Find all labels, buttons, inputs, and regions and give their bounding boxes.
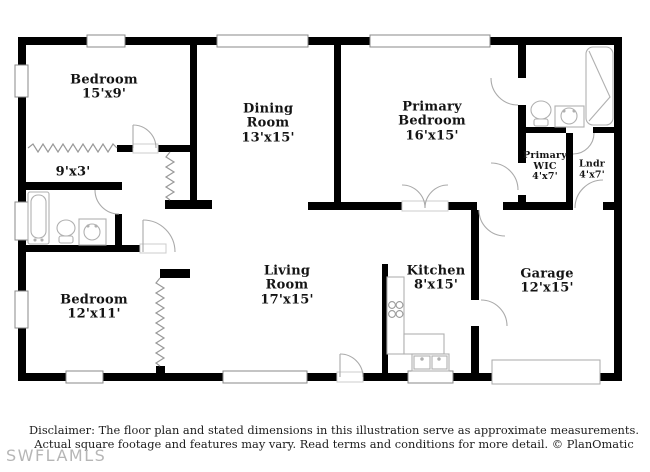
toilet-icon (57, 220, 75, 243)
primary-sink-icon (555, 106, 584, 127)
primary-toilet-icon (531, 101, 551, 126)
watermark-swflamls: SWFLAMLS (6, 446, 107, 465)
room-label-dining-room: Dining Room 13'x15' (241, 101, 295, 146)
closet-zigzag-lines (28, 144, 174, 366)
disclaimer-line-2: Actual square footage and features may vary. Read terms and conditions for more detail. © PlanOmatic (34, 437, 634, 451)
garage-door (492, 360, 600, 384)
disclaimer-line-1: Disclaimer: The floor plan and stated dimensions in this illustration serve as approximate measurements. (29, 423, 639, 437)
room-label-garage: Garage 12'x15' (520, 266, 574, 296)
room-label-primary-wic: Primary WIC 4'x7' (523, 150, 567, 183)
room-label-kitchen: Kitchen 8'x15' (406, 263, 466, 293)
door-swing-arcs (95, 78, 606, 377)
bathtub-icon (28, 192, 49, 244)
room-label-bedroom-1: Bedroom 15'x9' (70, 72, 138, 102)
sink-icon (79, 219, 106, 245)
room-label-bedroom-2: Bedroom 12'x11' (60, 292, 128, 322)
room-label-hall-9x3: 9'x3' (55, 165, 91, 180)
room-label-living-room: Living Room 17'x15' (260, 263, 314, 308)
room-label-primary-bedroom: Primary Bedroom 16'x15' (398, 99, 466, 144)
room-label-laundry: Lndr 4'x7' (578, 158, 606, 180)
shower-icon (586, 47, 613, 125)
kitchen-sink-icon (412, 354, 449, 371)
